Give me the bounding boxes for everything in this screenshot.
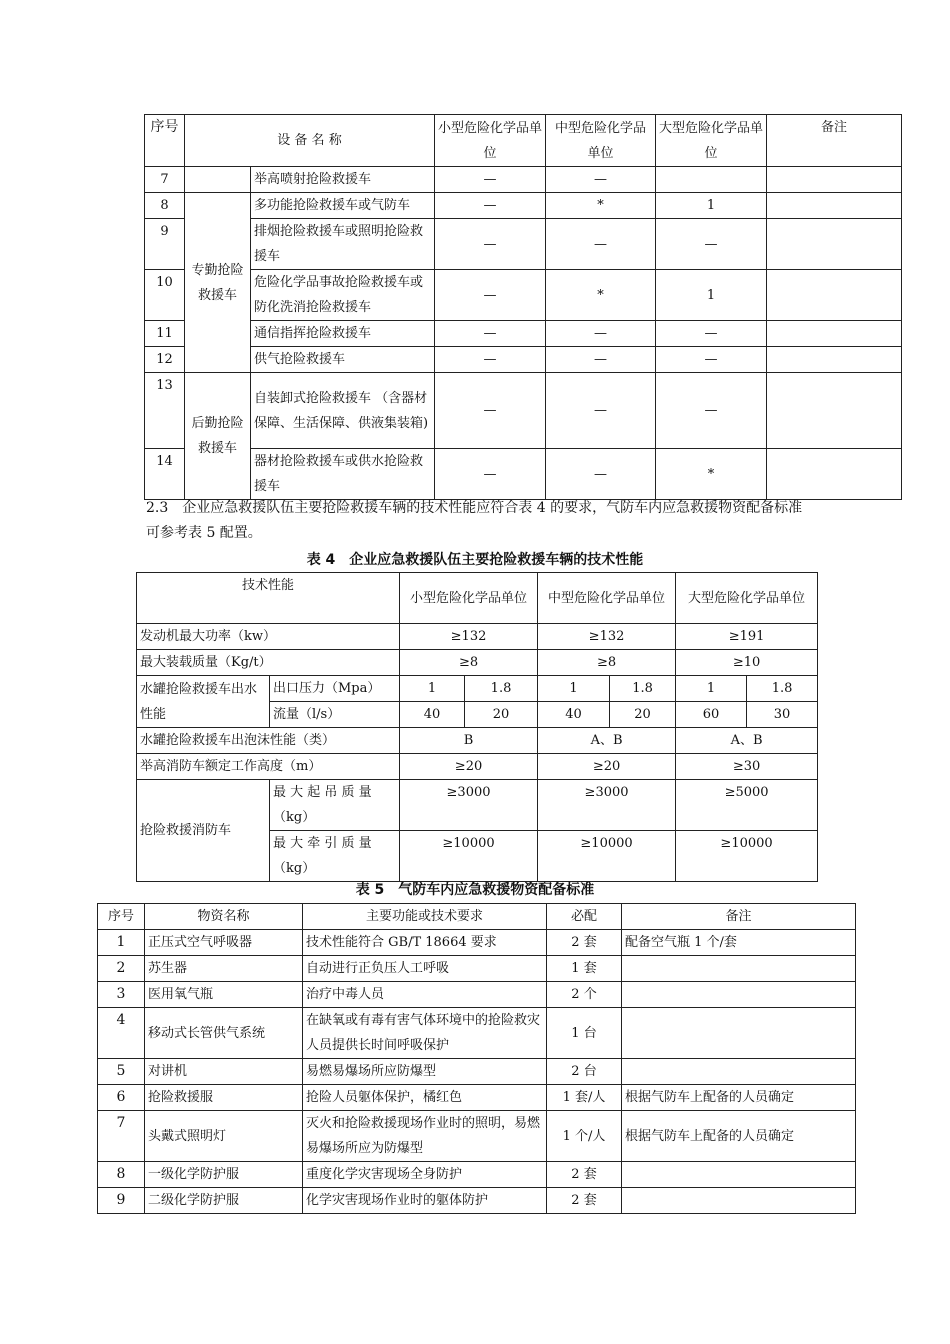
row-required: 2 台 bbox=[547, 1059, 622, 1085]
row-equipment: 器材抢险救援车或供水抢险救援车 bbox=[251, 449, 435, 500]
row-required: 2 个 bbox=[547, 982, 622, 1008]
header-seq: 序号 bbox=[98, 904, 145, 930]
table-row bbox=[137, 676, 818, 702]
table-row bbox=[137, 728, 818, 754]
row-remark bbox=[622, 956, 856, 982]
row-seq: 4 bbox=[98, 1008, 145, 1059]
row-equipment: 通信指挥抢险救援车 bbox=[251, 321, 435, 347]
row-material: 二级化学防护服 bbox=[145, 1188, 303, 1214]
vehicle-config-table bbox=[144, 114, 902, 500]
row-remark: 根据气防车上配备的人员确定 bbox=[622, 1085, 856, 1111]
row-group-empty bbox=[185, 167, 251, 193]
row-seq: 10 bbox=[145, 270, 185, 321]
row-remark bbox=[767, 449, 902, 500]
row-equipment: 供气抢险救援车 bbox=[251, 347, 435, 373]
table-row bbox=[145, 219, 902, 270]
table-row bbox=[137, 754, 818, 780]
engine-power-medium: ≥132 bbox=[538, 624, 676, 650]
row-seq: 7 bbox=[145, 167, 185, 193]
max-load-medium: ≥8 bbox=[538, 650, 676, 676]
row-large: — bbox=[656, 321, 767, 347]
table-row bbox=[145, 167, 902, 193]
row-medium: * bbox=[546, 193, 656, 219]
table-row bbox=[98, 956, 856, 982]
row-function: 重度化学灾害现场全身防护 bbox=[303, 1162, 547, 1188]
row-seq: 12 bbox=[145, 347, 185, 373]
row-small: — bbox=[435, 321, 546, 347]
row-function: 灭火和抢险救援现场作业时的照明，易燃易爆场所应为防爆型 bbox=[303, 1111, 547, 1162]
foam-medium: A、B bbox=[538, 728, 676, 754]
row-material: 移动式长管供气系统 bbox=[145, 1008, 303, 1059]
engine-power-small: ≥132 bbox=[400, 624, 538, 650]
emergency-supplies-table bbox=[97, 903, 856, 1214]
row-material: 苏生器 bbox=[145, 956, 303, 982]
header-large-unit: 大型危险化学品单位 bbox=[656, 115, 767, 167]
row-small: — bbox=[435, 270, 546, 321]
row-remark bbox=[622, 1059, 856, 1085]
row-required: 1 套 bbox=[547, 956, 622, 982]
outlet-pressure-label: 出口压力（Mpa） bbox=[270, 676, 400, 702]
row-seq: 13 bbox=[145, 373, 185, 449]
row-remark bbox=[622, 1162, 856, 1188]
table-row bbox=[98, 1059, 856, 1085]
table-row bbox=[145, 347, 902, 373]
row-large: 1 bbox=[656, 270, 767, 321]
table4-caption: 表 4 企业应急救援队伍主要抢险救援车辆的技术性能 bbox=[306, 552, 644, 568]
row-seq: 1 bbox=[98, 930, 145, 956]
flow-value: 20 bbox=[465, 702, 538, 728]
row-equipment: 举高喷射抢险救援车 bbox=[251, 167, 435, 193]
table-row bbox=[98, 1188, 856, 1214]
row-seq: 7 bbox=[98, 1111, 145, 1162]
row-seq: 2 bbox=[98, 956, 145, 982]
row-medium: — bbox=[546, 167, 656, 193]
row-seq: 9 bbox=[98, 1188, 145, 1214]
table-row bbox=[145, 321, 902, 347]
row-remark bbox=[767, 270, 902, 321]
row-equipment: 多功能抢险救援车或气防车 bbox=[251, 193, 435, 219]
header-material-name: 物资名称 bbox=[145, 904, 303, 930]
row-function: 易燃易爆场所应防爆型 bbox=[303, 1059, 547, 1085]
engine-power-label: 发动机最大功率（kw） bbox=[137, 624, 400, 650]
row-function: 抢险人员躯体保护，橘红色 bbox=[303, 1085, 547, 1111]
foam-small: B bbox=[400, 728, 538, 754]
engine-power-large: ≥191 bbox=[676, 624, 818, 650]
max-tow-label: 最 大 牵 引 质 量（kg） bbox=[270, 831, 400, 882]
row-seq: 14 bbox=[145, 449, 185, 500]
row-small: — bbox=[435, 193, 546, 219]
row-medium: — bbox=[546, 373, 656, 449]
row-function: 在缺氧或有毒有害气体环境中的抢险救灾人员提供长时间呼吸保护 bbox=[303, 1008, 547, 1059]
row-seq: 11 bbox=[145, 321, 185, 347]
lift-medium: ≥3000 bbox=[538, 780, 676, 831]
lift-large: ≥5000 bbox=[676, 780, 818, 831]
row-material: 抢险救援服 bbox=[145, 1085, 303, 1111]
header-remark: 备注 bbox=[622, 904, 856, 930]
section-2-3-paragraph: 2.3 企业应急救援队伍主要抢险救援车辆的技术性能应符合表 4 的要求，气防车内应急救援物资配备标准可参考表 5 配置。 bbox=[146, 500, 803, 541]
row-remark bbox=[622, 982, 856, 1008]
row-seq: 8 bbox=[145, 193, 185, 219]
foam-performance-label: 水罐抢险救援车出泡沫性能（类） bbox=[137, 728, 400, 754]
row-large: — bbox=[656, 347, 767, 373]
table-row bbox=[137, 650, 818, 676]
row-small: — bbox=[435, 373, 546, 449]
max-load-large: ≥10 bbox=[676, 650, 818, 676]
row-function: 技术性能符合 GB/T 18664 要求 bbox=[303, 930, 547, 956]
row-large: — bbox=[656, 373, 767, 449]
height-small: ≥20 bbox=[400, 754, 538, 780]
row-required: 2 套 bbox=[547, 1162, 622, 1188]
table-row bbox=[98, 1162, 856, 1188]
row-material: 正压式空气呼吸器 bbox=[145, 930, 303, 956]
max-load-small: ≥8 bbox=[400, 650, 538, 676]
row-function: 治疗中毒人员 bbox=[303, 982, 547, 1008]
flow-value: 20 bbox=[610, 702, 676, 728]
row-remark bbox=[767, 219, 902, 270]
group-logistics: 后勤抢险救援车 bbox=[185, 373, 251, 500]
header-tech-performance: 技术性能 bbox=[137, 573, 400, 624]
row-material: 医用氧气瓶 bbox=[145, 982, 303, 1008]
row-remark bbox=[767, 193, 902, 219]
row-remark: 根据气防车上配备的人员确定 bbox=[622, 1111, 856, 1162]
tow-large: ≥10000 bbox=[676, 831, 818, 882]
header-small-unit: 小型危险化学品单位 bbox=[400, 573, 538, 624]
row-required: 2 套 bbox=[547, 1188, 622, 1214]
flow-label: 流量（l/s） bbox=[270, 702, 400, 728]
row-remark bbox=[767, 321, 902, 347]
flow-value: 30 bbox=[747, 702, 818, 728]
table-row bbox=[137, 780, 818, 831]
row-remark bbox=[622, 1188, 856, 1214]
table-row bbox=[98, 1085, 856, 1111]
row-required: 1 个/人 bbox=[547, 1111, 622, 1162]
row-material: 一级化学防护服 bbox=[145, 1162, 303, 1188]
header-large-unit: 大型危险化学品单位 bbox=[676, 573, 818, 624]
table-row bbox=[145, 270, 902, 321]
row-small: — bbox=[435, 219, 546, 270]
table-row bbox=[145, 373, 902, 449]
row-seq: 8 bbox=[98, 1162, 145, 1188]
header-seq: 序号 bbox=[145, 115, 185, 167]
row-remark: 配备空气瓶 1 个/套 bbox=[622, 930, 856, 956]
row-remark bbox=[767, 347, 902, 373]
header-equipment-name: 设 备 名 称 bbox=[185, 115, 435, 167]
rescue-vehicle-label: 抢险救援消防车 bbox=[137, 780, 270, 882]
tow-small: ≥10000 bbox=[400, 831, 538, 882]
row-seq: 3 bbox=[98, 982, 145, 1008]
row-equipment: 排烟抢险救援车或照明抢险救援车 bbox=[251, 219, 435, 270]
row-seq: 6 bbox=[98, 1085, 145, 1111]
row-small: — bbox=[435, 449, 546, 500]
row-medium: — bbox=[546, 347, 656, 373]
pressure-value: 1 bbox=[676, 676, 747, 702]
header-small-unit: 小型危险化学品单位 bbox=[435, 115, 546, 167]
row-material: 对讲机 bbox=[145, 1059, 303, 1085]
height-large: ≥30 bbox=[676, 754, 818, 780]
row-medium: * bbox=[546, 270, 656, 321]
row-seq: 5 bbox=[98, 1059, 145, 1085]
table-row bbox=[145, 449, 902, 500]
table-row bbox=[137, 624, 818, 650]
flow-value: 40 bbox=[400, 702, 465, 728]
row-required: 1 台 bbox=[547, 1008, 622, 1059]
table-row bbox=[98, 930, 856, 956]
row-medium: — bbox=[546, 449, 656, 500]
row-function: 自动进行正负压人工呼吸 bbox=[303, 956, 547, 982]
header-function: 主要功能或技术要求 bbox=[303, 904, 547, 930]
water-output-label: 水罐抢险救援车出水性能 bbox=[137, 676, 270, 728]
row-material: 头戴式照明灯 bbox=[145, 1111, 303, 1162]
pressure-value: 1.8 bbox=[610, 676, 676, 702]
foam-large: A、B bbox=[676, 728, 818, 754]
row-remark bbox=[767, 373, 902, 449]
row-large: 1 bbox=[656, 193, 767, 219]
row-small: — bbox=[435, 347, 546, 373]
group-special-service: 专勤抢险救援车 bbox=[185, 193, 251, 373]
row-equipment: 自装卸式抢险救援车 （含器材保障、生活保障、供液集装箱) bbox=[251, 373, 435, 449]
lift-small: ≥3000 bbox=[400, 780, 538, 831]
pressure-value: 1 bbox=[538, 676, 610, 702]
row-medium: — bbox=[546, 321, 656, 347]
table5-caption: 表 5 气防车内应急救援物资配备标准 bbox=[355, 882, 595, 898]
vehicle-performance-table bbox=[136, 572, 818, 882]
header-remark: 备注 bbox=[767, 115, 902, 167]
table-row bbox=[98, 982, 856, 1008]
row-large bbox=[656, 167, 767, 193]
header-medium-unit: 中型危险化学品单位 bbox=[538, 573, 676, 624]
working-height-label: 举高消防车额定工作高度（m） bbox=[137, 754, 400, 780]
row-medium: — bbox=[546, 219, 656, 270]
pressure-value: 1 bbox=[400, 676, 465, 702]
max-lift-label: 最 大 起 吊 质 量（kg） bbox=[270, 780, 400, 831]
pressure-value: 1.8 bbox=[747, 676, 818, 702]
max-load-label: 最大装载质量（Kg/t） bbox=[137, 650, 400, 676]
row-seq: 9 bbox=[145, 219, 185, 270]
table-row bbox=[98, 1111, 856, 1162]
row-required: 1 套/人 bbox=[547, 1085, 622, 1111]
tow-medium: ≥10000 bbox=[538, 831, 676, 882]
header-required: 必配 bbox=[547, 904, 622, 930]
row-required: 2 套 bbox=[547, 930, 622, 956]
row-remark bbox=[622, 1008, 856, 1059]
table-row bbox=[145, 193, 902, 219]
table-row bbox=[98, 1008, 856, 1059]
header-medium-unit: 中型危险化学品单位 bbox=[546, 115, 656, 167]
flow-value: 60 bbox=[676, 702, 747, 728]
height-medium: ≥20 bbox=[538, 754, 676, 780]
row-function: 化学灾害现场作业时的躯体防护 bbox=[303, 1188, 547, 1214]
row-small: — bbox=[435, 167, 546, 193]
pressure-value: 1.8 bbox=[465, 676, 538, 702]
row-equipment: 危险化学品事故抢险救援车或防化洗消抢险救援车 bbox=[251, 270, 435, 321]
row-large: * bbox=[656, 449, 767, 500]
row-large: — bbox=[656, 219, 767, 270]
row-remark bbox=[767, 167, 902, 193]
flow-value: 40 bbox=[538, 702, 610, 728]
